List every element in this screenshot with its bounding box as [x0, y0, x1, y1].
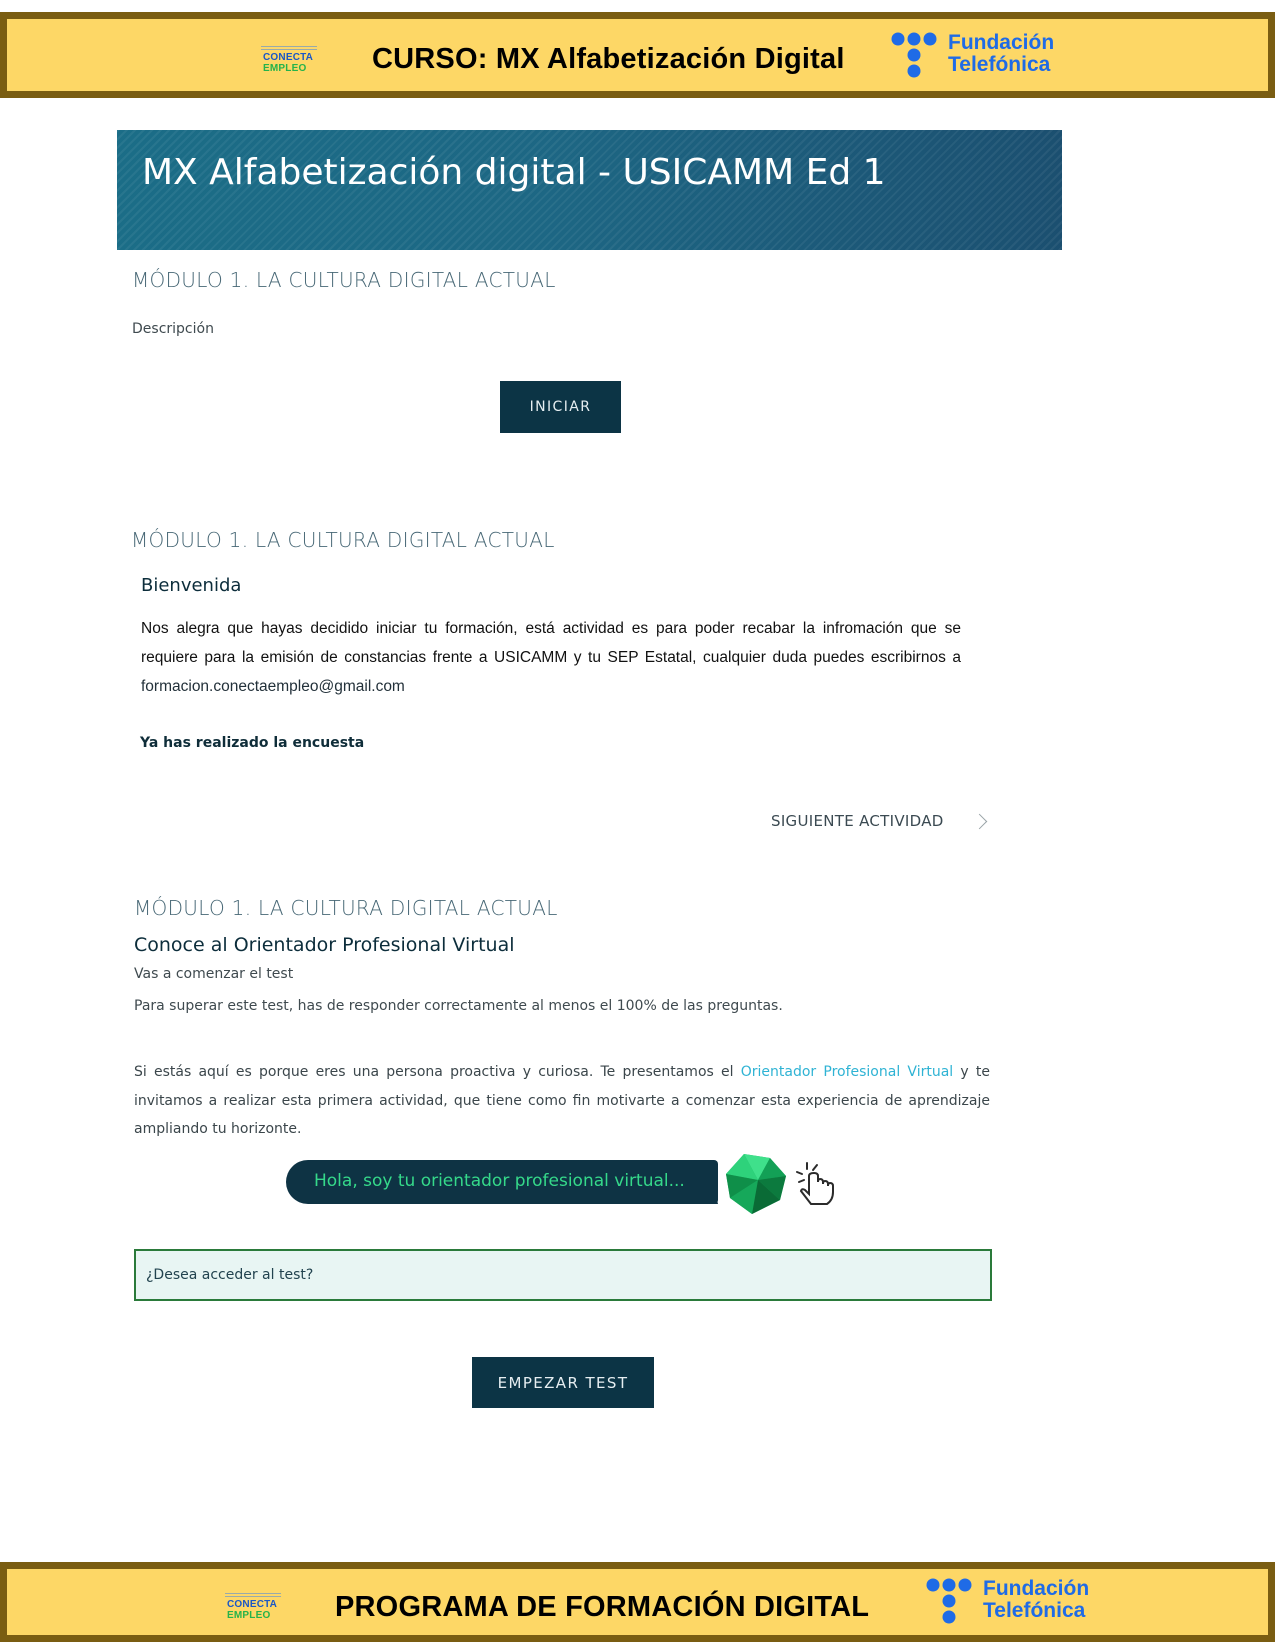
- module-title: MÓDULO 1. LA CULTURA DIGITAL ACTUAL: [132, 268, 556, 292]
- welcome-subtitle: Bienvenida: [141, 575, 242, 596]
- conecta-empleo-logo-line1: CONECTA: [263, 52, 314, 63]
- orientador-gem-icon: [722, 1150, 790, 1218]
- welcome-paragraph: [141, 614, 961, 701]
- course-hero-banner: [117, 130, 1062, 250]
- start-button[interactable]: INICIAR: [500, 381, 621, 433]
- chevron-right-icon: [971, 813, 987, 829]
- conecta-empleo-logo-line1: CONECTA: [227, 1599, 278, 1610]
- orientador-paragraph: [134, 1058, 990, 1144]
- orientador-paragraph-end: y te invitamos a realizar esta primera actividad, que tiene como fin motivarte a comenzar esta experiencia de aprendizaje ampliando tu horizonte.: [134, 1064, 990, 1137]
- description-label: Descripción: [132, 321, 214, 337]
- course-header-title: CURSO: MX Alfabetización Digital: [372, 43, 845, 75]
- conecta-empleo-logo-line2: EMPLEO: [227, 1610, 271, 1621]
- footer-band: [0, 1562, 1275, 1642]
- course-title: MX Alfabetización digital - USICAMM Ed 1: [142, 152, 886, 193]
- program-footer-title: PROGRAMA DE FORMACIÓN DIGITAL: [335, 1591, 870, 1623]
- welcome-paragraph-text: Nos alegra que hayas decidido iniciar tu formación, está actividad es para poder recabar la infromación que se requiere para la emisión de constancias frente a USICAMM y tu SEP Estatal, cualquier duda puedes escribirnos a: [141, 620, 961, 666]
- orientador-banner[interactable]: [286, 1160, 718, 1204]
- survey-done-text: Ya has realizado la encuesta: [140, 735, 365, 751]
- test-confirm-box: [134, 1249, 992, 1301]
- fundacion-telefonica-line1: Fundación: [983, 1577, 1090, 1600]
- fundacion-telefonica-logo: [925, 1577, 1095, 1627]
- telefonica-t-icon: [925, 1577, 977, 1627]
- conecta-empleo-logo-line2: EMPLEO: [263, 63, 307, 74]
- next-activity-label: SIGUIENTE ACTIVIDAD: [771, 812, 944, 830]
- fundacion-telefonica-line2: Telefónica: [948, 53, 1051, 76]
- telefonica-t-icon: [890, 31, 942, 81]
- contact-email: formacion.conectaempleo@gmail.com: [141, 678, 405, 695]
- module-title: MÓDULO 1. LA CULTURA DIGITAL ACTUAL: [134, 896, 558, 920]
- conecta-empleo-logo: [261, 46, 317, 78]
- test-requirement: Para superar este test, has de responder correctamente al menos el 100% de las preguntas.: [134, 998, 783, 1014]
- conecta-empleo-logo: [225, 1593, 281, 1625]
- next-activity-link[interactable]: [771, 812, 985, 830]
- module-title: MÓDULO 1. LA CULTURA DIGITAL ACTUAL: [131, 528, 555, 552]
- orientador-banner-text: Hola, soy tu orientador profesional virtual...: [314, 1171, 685, 1191]
- fundacion-telefonica-logo: [890, 31, 1060, 81]
- orientador-paragraph-start: Si estás aquí es porque eres una persona proactiva y curiosa. Te presentamos el: [134, 1064, 741, 1080]
- start-test-button[interactable]: EMPEZAR TEST: [472, 1357, 654, 1408]
- header-band: [0, 12, 1275, 98]
- click-hand-icon: [793, 1160, 843, 1210]
- test-confirm-prompt: ¿Desea acceder al test?: [146, 1267, 314, 1283]
- orientador-subtitle: Conoce al Orientador Profesional Virtual: [134, 934, 515, 956]
- fundacion-telefonica-line1: Fundación: [948, 31, 1055, 54]
- orientador-link[interactable]: Orientador Profesional Virtual: [740, 1064, 954, 1080]
- test-intro: Vas a comenzar el test: [134, 966, 294, 982]
- fundacion-telefonica-line2: Telefónica: [983, 1599, 1086, 1622]
